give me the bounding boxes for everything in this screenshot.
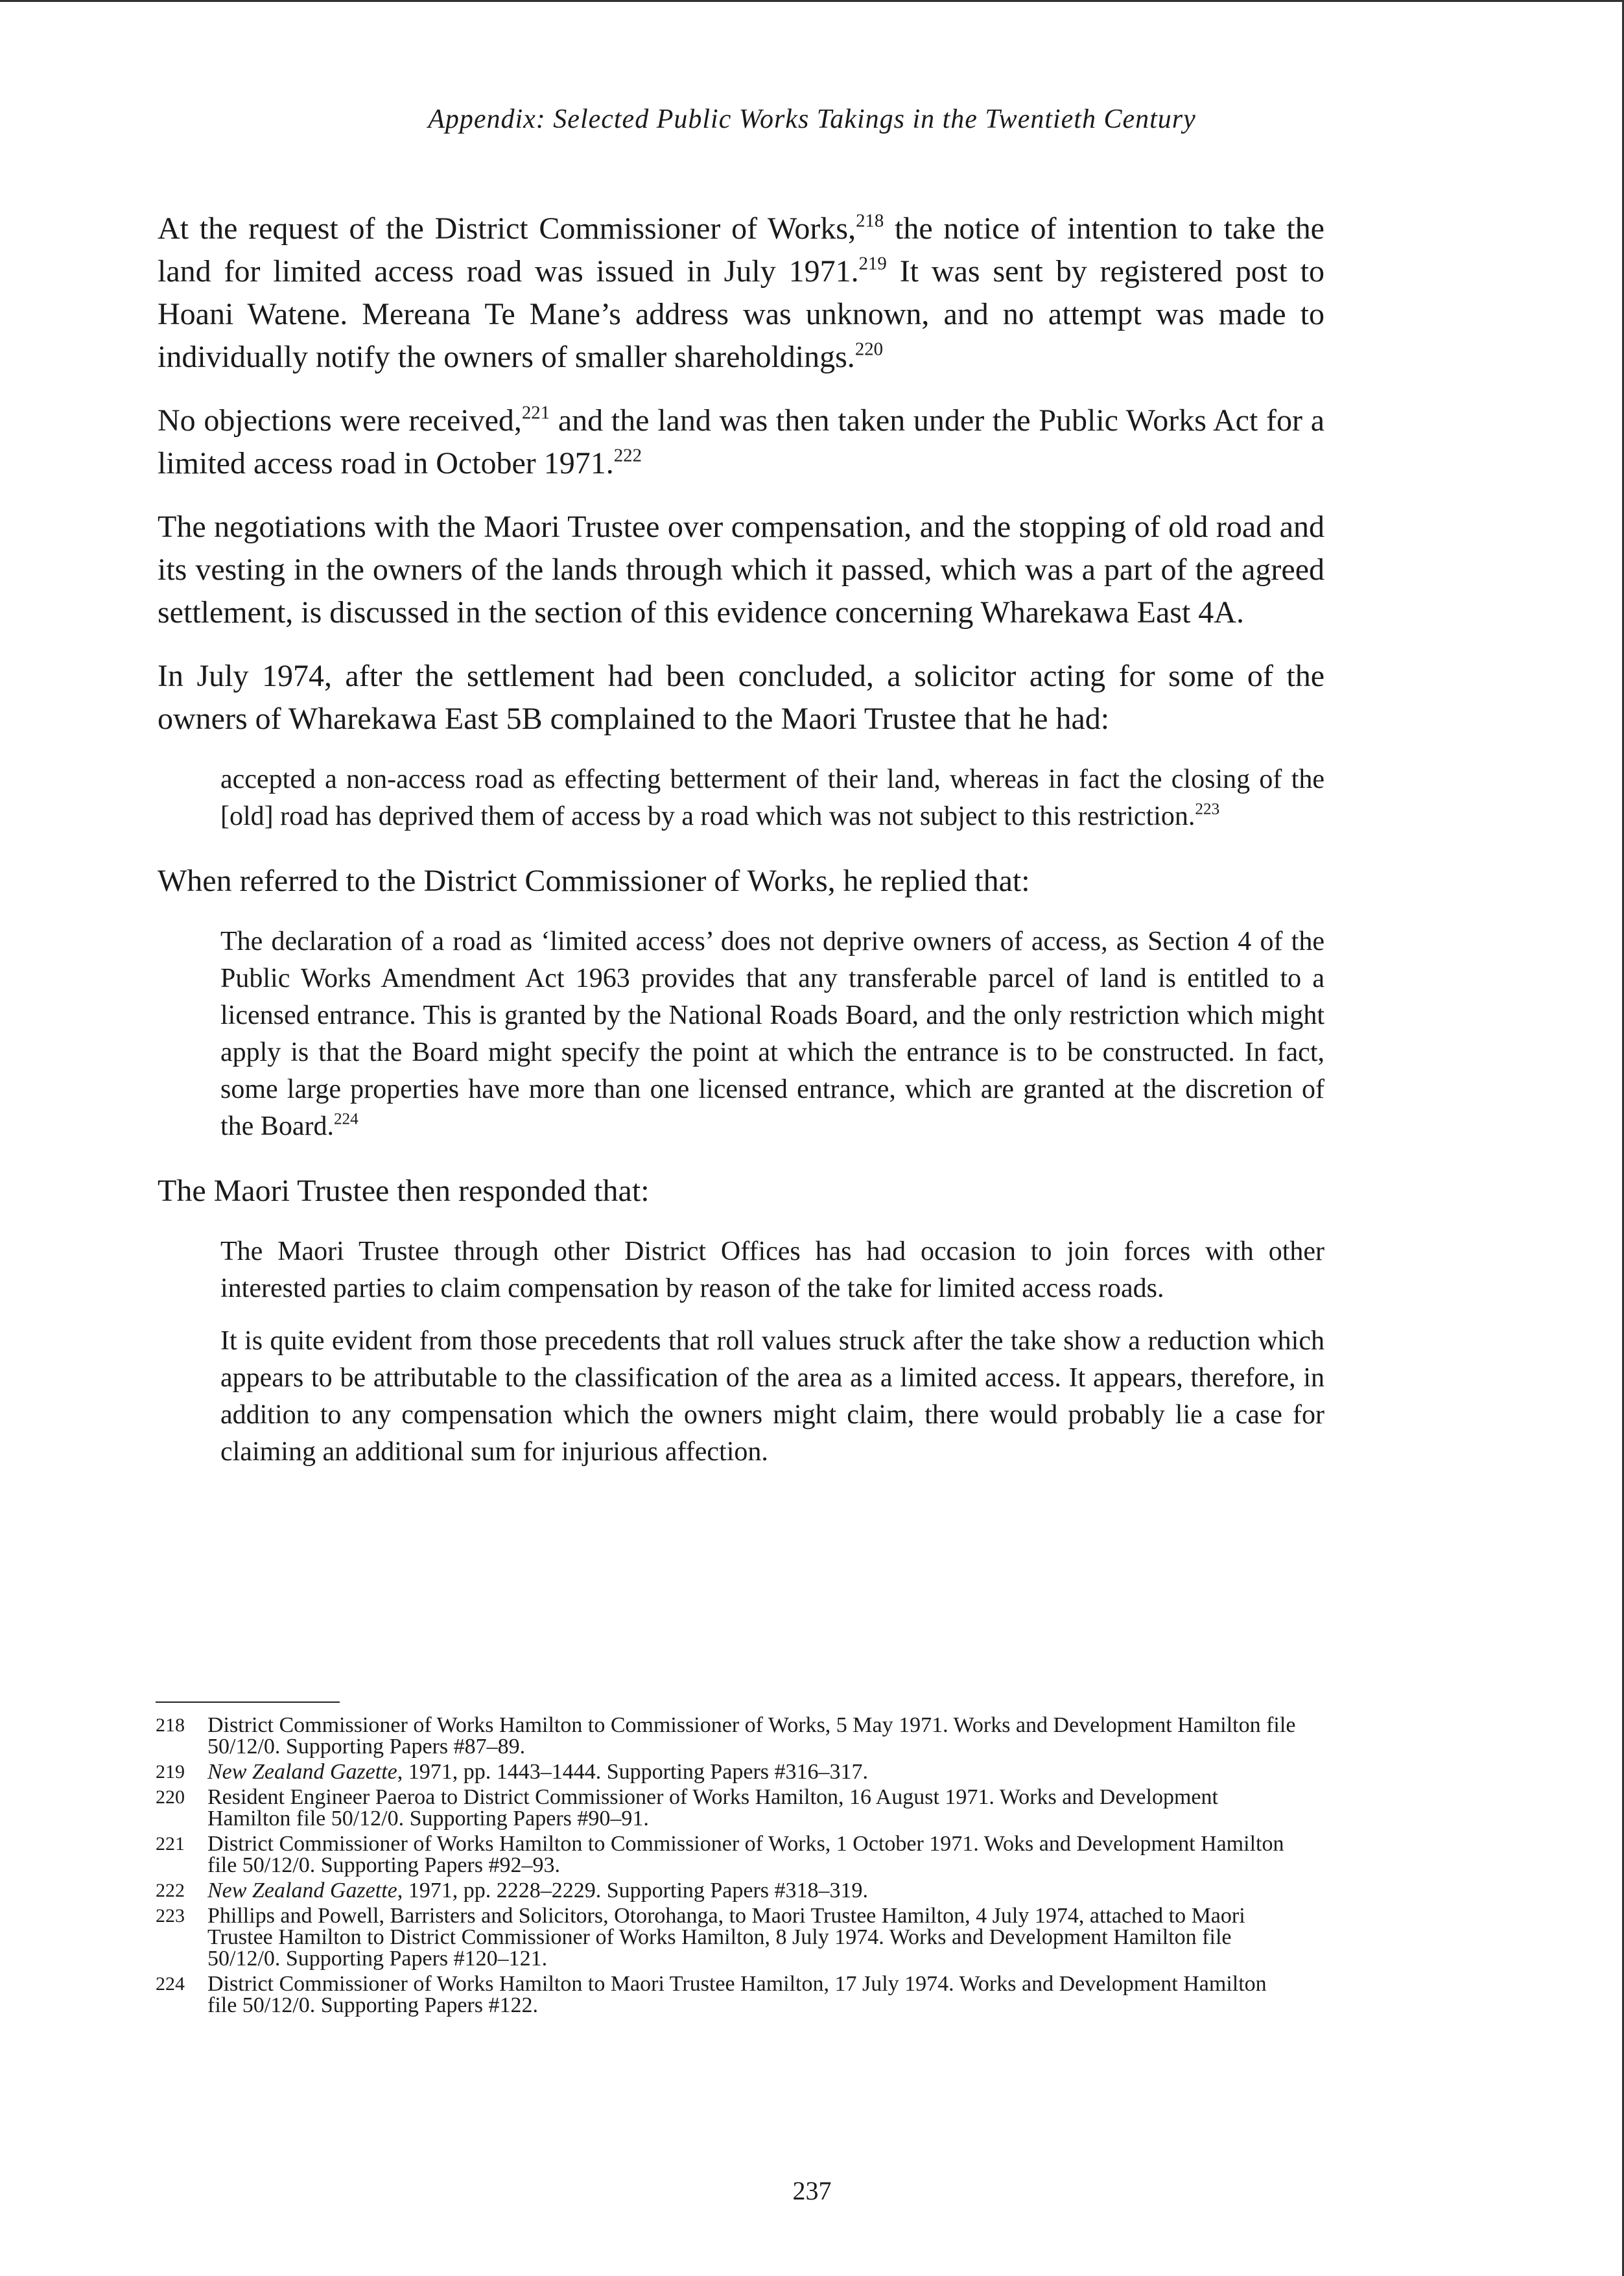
footnote-number: 218 [156,1714,185,1736]
footnote-text: Resident Engineer Paeroa to District Commissioner of Works Hamilton, 16 August 1971. Works and Development Hamilton file 50/12/0. Supporting Papers #90–91. [207,1785,1218,1831]
paragraph-commissioner-reply: When referred to the District Commissioner of Works, he replied that: [158,864,1030,898]
footnote-number: 220 [156,1786,185,1808]
quote-text: The declaration of a road as ‘limited access’ does not deprive owners of access, as Section 4 of the Public Works Amendment Act 1963 provides that any transferable parcel of land is entitled to a licensed entrance. This is granted by the National Roads Board, and the only restriction which might apply is that the Board might specify the point at which the entrance is to be constructed. In fact, some large properties have more than one licensed entrance, which are granted at the discretion of the Board. [220,927,1324,1141]
footnote-text-run: , 1971, pp. 2228–2229. Supporting Papers #318–319. [397,1879,869,1903]
footnotes [156,1714,1297,2020]
footnote-text: District Commissioner of Works Hamilton to Maori Trustee Hamilton, 17 July 1974. Works and Development Hamilton file 50/12/0. Supporting Papers #122. [207,1972,1267,2017]
paragraph-no-objections [158,399,1324,485]
running-header: Appendix: Selected Public Works Takings in the Twentieth Century [428,104,1196,134]
text-run: No objections were received, [158,403,522,438]
footnote-222 [156,1880,1297,1901]
footnote-ref-219[interactable]: 219 [858,253,887,274]
footnote-text [207,1880,1297,1901]
footnote-number: 221 [156,1833,185,1855]
block-quote-trustee-1: The Maori Trustee through other District Offices has had occasion to join forces with other interested parties to claim compensation by reason of the take for limited access roads. [220,1237,1324,1303]
block-quote-trustee-2: It is quite evident from those precedents that roll values struck after the take show a reduction which appears to be attributable to the classification of the area as a limited access. It appears, therefore, in addition to any compensation which the owners might claim, there would probably lie a case for claiming an additional sum for injurious affection. [220,1326,1324,1467]
footnote-text-run: , 1971, pp. 1443–1444. Supporting Papers #316–317. [397,1760,869,1784]
text-run: It was sent by registered post to Hoani Watene. Mereana Te Mane’s address was unknown, and no attempt was made to individually notify the owners of smaller shareholdings. [158,254,1324,374]
footnote-number: 222 [156,1880,185,1901]
footnote-text: District Commissioner of Works Hamilton to Commissioner of Works, 1 October 1971. Woks and Development Hamilton file 50/12/0. Supporting Papers #92–93. [207,1832,1284,1877]
footnote-ref-222[interactable]: 222 [613,445,642,466]
footnote-219 [156,1761,1297,1783]
footnote-224 [156,1973,1297,2016]
paragraph-negotiations: The negotiations with the Maori Trustee over compensation, and the stopping of old road and its vesting in the owners of the lands through which it passed, which was a part of the agreed settlement, is discussed in the section of this evidence concerning Wharekawa East 4A. [158,510,1324,630]
footnote-ref-220[interactable]: 220 [854,338,884,360]
text-run: the notice of intention to take the land for limited access road was issued in July 1971. [158,211,1324,289]
footnote-number: 223 [156,1905,185,1926]
text-run: At the request of the District Commissioner of Works, [158,211,856,246]
footnote-223 [156,1905,1297,1969]
footnote-218 [156,1714,1297,1757]
quote-text: accepted a non-access road as effecting betterment of their land, whereas in fact the closing of the [old] road has deprived them of access by a road which was not subject to this restriction. [220,765,1324,831]
main-text [158,207,1324,1486]
text-run: and the land was then taken under the Public Works Act for a limited access road in October 1971. [158,403,1324,480]
footnote-ref-224[interactable]: 224 [333,1110,359,1128]
page-number: 237 [792,2176,832,2205]
footnote-ref-221[interactable]: 221 [521,402,550,423]
paragraph-trustee-response: The Maori Trustee then responded that: [158,1174,650,1208]
paragraph-notice-of-intention [158,207,1324,379]
block-quote-solicitor [220,761,1324,835]
footnote-221 [156,1833,1297,1876]
block-quote-commissioner [220,923,1324,1145]
footnote-220 [156,1786,1297,1829]
paragraph-solicitor-complaint: In July 1974, after the settlement had been concluded, a solicitor acting for some of the owners of Wharekawa East 5B complained to the Maori Trustee that he had: [158,659,1324,736]
footnote-text: Phillips and Powell, Barristers and Solicitors, Otorohanga, to Maori Trustee Hamilton, 4 July 1974, attached to Maori Trustee Hamilton to District Commissioner of Works Hamilton, 8 July 1974. Works and Development Hamilton file 50/12/0. Supporting Papers #120–121. [207,1904,1245,1971]
footnote-text [207,1761,1297,1783]
footnote-number: 224 [156,1973,185,1995]
footnote-number: 219 [156,1761,185,1783]
footnote-text: District Commissioner of Works Hamilton to Commissioner of Works, 5 May 1971. Works and Development Hamilton file 50/12/0. Supporting Papers #87–89. [207,1713,1296,1759]
publication-title: New Zealand Gazette [207,1879,397,1903]
footnote-ref-223[interactable]: 223 [1195,800,1220,818]
footnote-separator [156,1701,340,1703]
publication-title: New Zealand Gazette [207,1760,397,1784]
footnote-ref-218[interactable]: 218 [856,210,884,231]
